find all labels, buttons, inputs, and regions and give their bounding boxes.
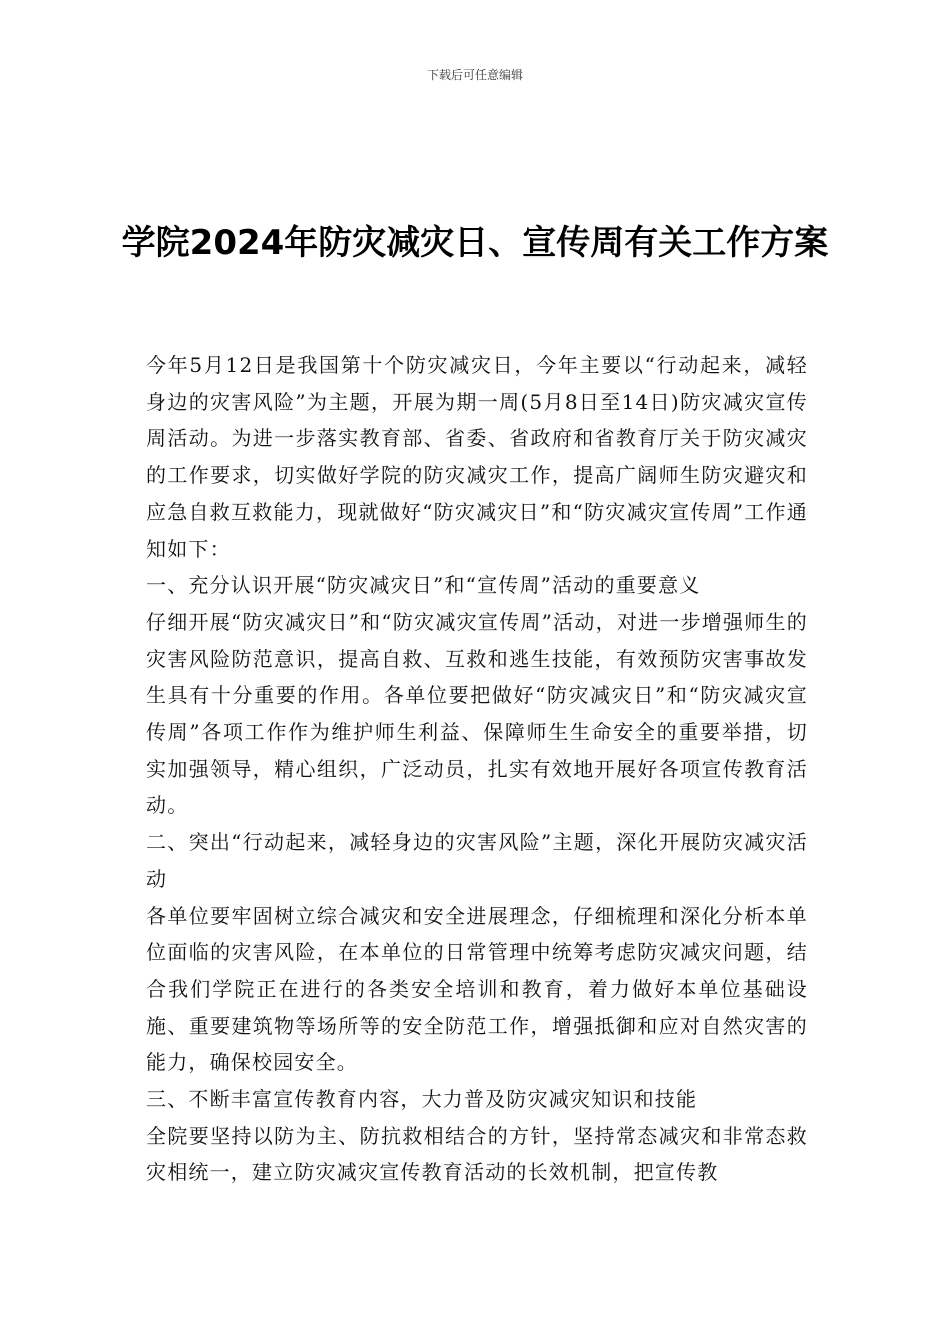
section-heading-3: 三、不断丰富宣传教育内容，大力普及防灾减灾知识和技能 xyxy=(146,1087,698,1112)
document-body xyxy=(146,347,808,1191)
header-note: 下载后可任意编辑 xyxy=(426,68,523,82)
document-title: 学院2024年防灾减灾日、宣传周有关工作方案 xyxy=(121,223,829,263)
section-heading-1: 一、充分认识开展“防灾减灾日”和“宣传周”活动的重要意义 xyxy=(146,573,701,598)
section-paragraph-3: 全院要坚持以防为主、防抗救相结合的方针，坚持常态减灾和非常态救灾相统一，建立防灾减灾宣传教育活动的长效机制，把宣传教 xyxy=(146,1123,808,1185)
intro-paragraph: 今年5月12日是我国第十个防灾减灾日，今年主要以“行动起来，减轻身边的灾害风险”为主题，开展为期一周(5月8日至14日)防灾减灾宣传周活动。为进一步落实教育部、省委、省政府和省教育厅关于防灾减灾的工作要求，切实做好学院的防灾减灾工作，提高广阔师生防灾避灾和应急自救互救能力，现就做好“防灾减灾日”和“防灾减灾宣传周”工作通知如下： xyxy=(146,353,808,561)
section-paragraph-2: 各单位要牢固树立综合减灾和安全进展理念，仔细梳理和深化分析本单位面临的灾害风险，在本单位的日常管理中统筹考虑防灾减灾问题，结合我们学院正在进行的各类安全培训和教育，着力做好本单位基础设施、重要建筑物等场所等的安全防范工作，增强抵御和应对自然灾害的能力，确保校园安全。 xyxy=(146,903,808,1075)
section-paragraph-1: 仔细开展“防灾减灾日”和“防灾减灾宣传周”活动，对进一步增强师生的灾害风险防范意识，提高自救、互救和逃生技能，有效预防灾害事故发生具有十分重要的作用。各单位要把做好“防灾减灾日”和“防灾减灾宣传周”各项工作作为维护师生利益、保障师生生命安全的重要举措，切实加强领导，精心组织，广泛动员，扎实有效地开展好各项宣传教育活动。 xyxy=(146,609,808,818)
section-heading-2: 二、突出“行动起来，减轻身边的灾害风险”主题，深化开展防灾减灾活动 xyxy=(146,830,808,891)
